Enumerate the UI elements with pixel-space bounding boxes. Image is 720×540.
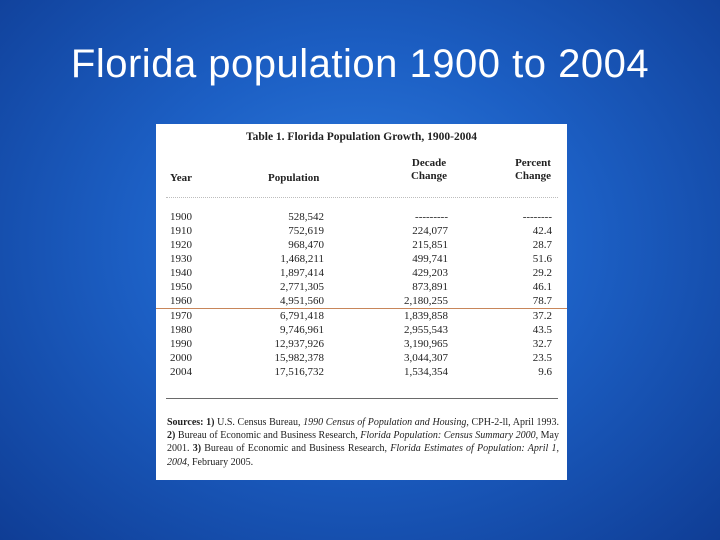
source-1-text-a: U.S. Census Bureau, [214,417,304,428]
cell-year: 1980 [170,324,192,336]
cell-population: 6,791,418 [280,310,324,322]
cell-population: 12,937,926 [274,338,324,350]
source-1-number: 1) [206,417,215,428]
source-2-text-a: Bureau of Economic and Business Research, [175,430,361,442]
table-row [156,294,567,309]
table-row [156,351,567,365]
cell-population: 4,951,560 [280,295,324,307]
cell-population: 9,746,961 [280,324,324,336]
cell-population: 17,516,732 [274,366,324,378]
header-divider [166,197,558,198]
cell-percent-change: 43.5 [532,324,552,336]
cell-decade-change: 2,180,255 [404,295,448,307]
source-1-title: 1990 Census of Population and Housing [303,417,467,428]
table-row [156,280,567,294]
source-1-text-b: , CPH-2-ll, April 1993. [466,417,559,428]
cell-decade-change: --------- [415,211,448,223]
cell-decade-change: 2,955,543 [404,324,448,336]
cell-percent-change: 32.7 [532,338,552,350]
table-row [156,224,567,238]
slide-title: Florida population 1900 to 2004 [70,42,650,86]
cell-population: 968,470 [288,239,324,251]
table-row [156,337,567,351]
table-row [156,309,567,323]
header-percent-change [511,157,555,183]
table-bottom-rule [166,398,558,399]
cell-percent-change: 78.7 [532,295,552,307]
cell-year: 2004 [170,366,192,378]
table-row [156,266,567,280]
cell-year: 1910 [170,225,192,237]
sources-label: Sources: [167,417,204,428]
cell-year: 1920 [170,239,192,251]
cell-year: 1940 [170,267,192,279]
cell-year: 2000 [170,352,192,364]
header-decade-change-line2: Change [410,170,448,182]
cell-decade-change: 1,534,354 [404,366,448,378]
cell-decade-change: 3,190,965 [404,338,448,350]
header-year: Year [170,172,192,184]
cell-percent-change: 29.2 [532,267,552,279]
source-2-title: Florida Population: Census Summary 2000 [360,430,536,442]
table-row [156,252,567,266]
source-3-number: 3) [192,443,202,455]
cell-population: 1,897,414 [280,267,324,279]
table-row [156,323,567,337]
cell-percent-change: 28.7 [532,239,552,251]
population-table-image [156,124,567,480]
header-percent-change-line2: Change [514,170,552,182]
cell-percent-change: 42.4 [532,225,552,237]
header-population: Population [268,172,320,184]
sources-note [167,416,559,469]
cell-population: 15,982,378 [274,352,324,364]
table-row [156,210,567,224]
source-3-text-a: Bureau of Economic and Business Research, [201,443,391,455]
cell-percent-change: 23.5 [532,352,552,364]
table-title: Table 1. Florida Population Growth, 1900-2004 [246,131,477,143]
cell-percent-change: 37.2 [532,310,552,322]
header-percent-change-line1: Percent [515,157,551,169]
table-body [156,210,567,379]
table-row [156,238,567,252]
table-row [156,365,567,379]
cell-decade-change: 873,891 [412,281,448,293]
cell-population: 752,619 [288,225,324,237]
header-decade-change-line1: Decade [411,157,447,169]
source-2-number: 2) [167,430,176,442]
cell-year: 1970 [170,310,192,322]
cell-percent-change: 46.1 [532,281,552,293]
cell-decade-change: 499,741 [412,253,448,265]
cell-year: 1960 [170,295,192,307]
cell-year: 1900 [170,211,192,223]
source-3-text-b: , February 2005. [187,456,254,468]
cell-decade-change: 215,851 [412,239,448,251]
cell-percent-change: 9.6 [538,366,552,378]
cell-year: 1950 [170,281,192,293]
cell-year: 1990 [170,338,192,350]
cell-population: 1,468,211 [280,253,324,265]
cell-population: 2,771,305 [280,281,324,293]
cell-decade-change: 429,203 [412,267,448,279]
cell-year: 1930 [170,253,192,265]
source-3-title: Florida Estimates of Population: April 1, 2004 [167,443,560,468]
cell-percent-change: -------- [522,211,552,223]
source-2-text-b: , May 2001. [167,430,559,455]
cell-decade-change: 3,044,307 [404,352,448,364]
cell-decade-change: 1,839,858 [404,310,448,322]
cell-percent-change: 51.6 [532,253,552,265]
cell-decade-change: 224,077 [412,225,448,237]
header-decade-change [406,157,452,183]
cell-population: 528,542 [288,211,324,223]
